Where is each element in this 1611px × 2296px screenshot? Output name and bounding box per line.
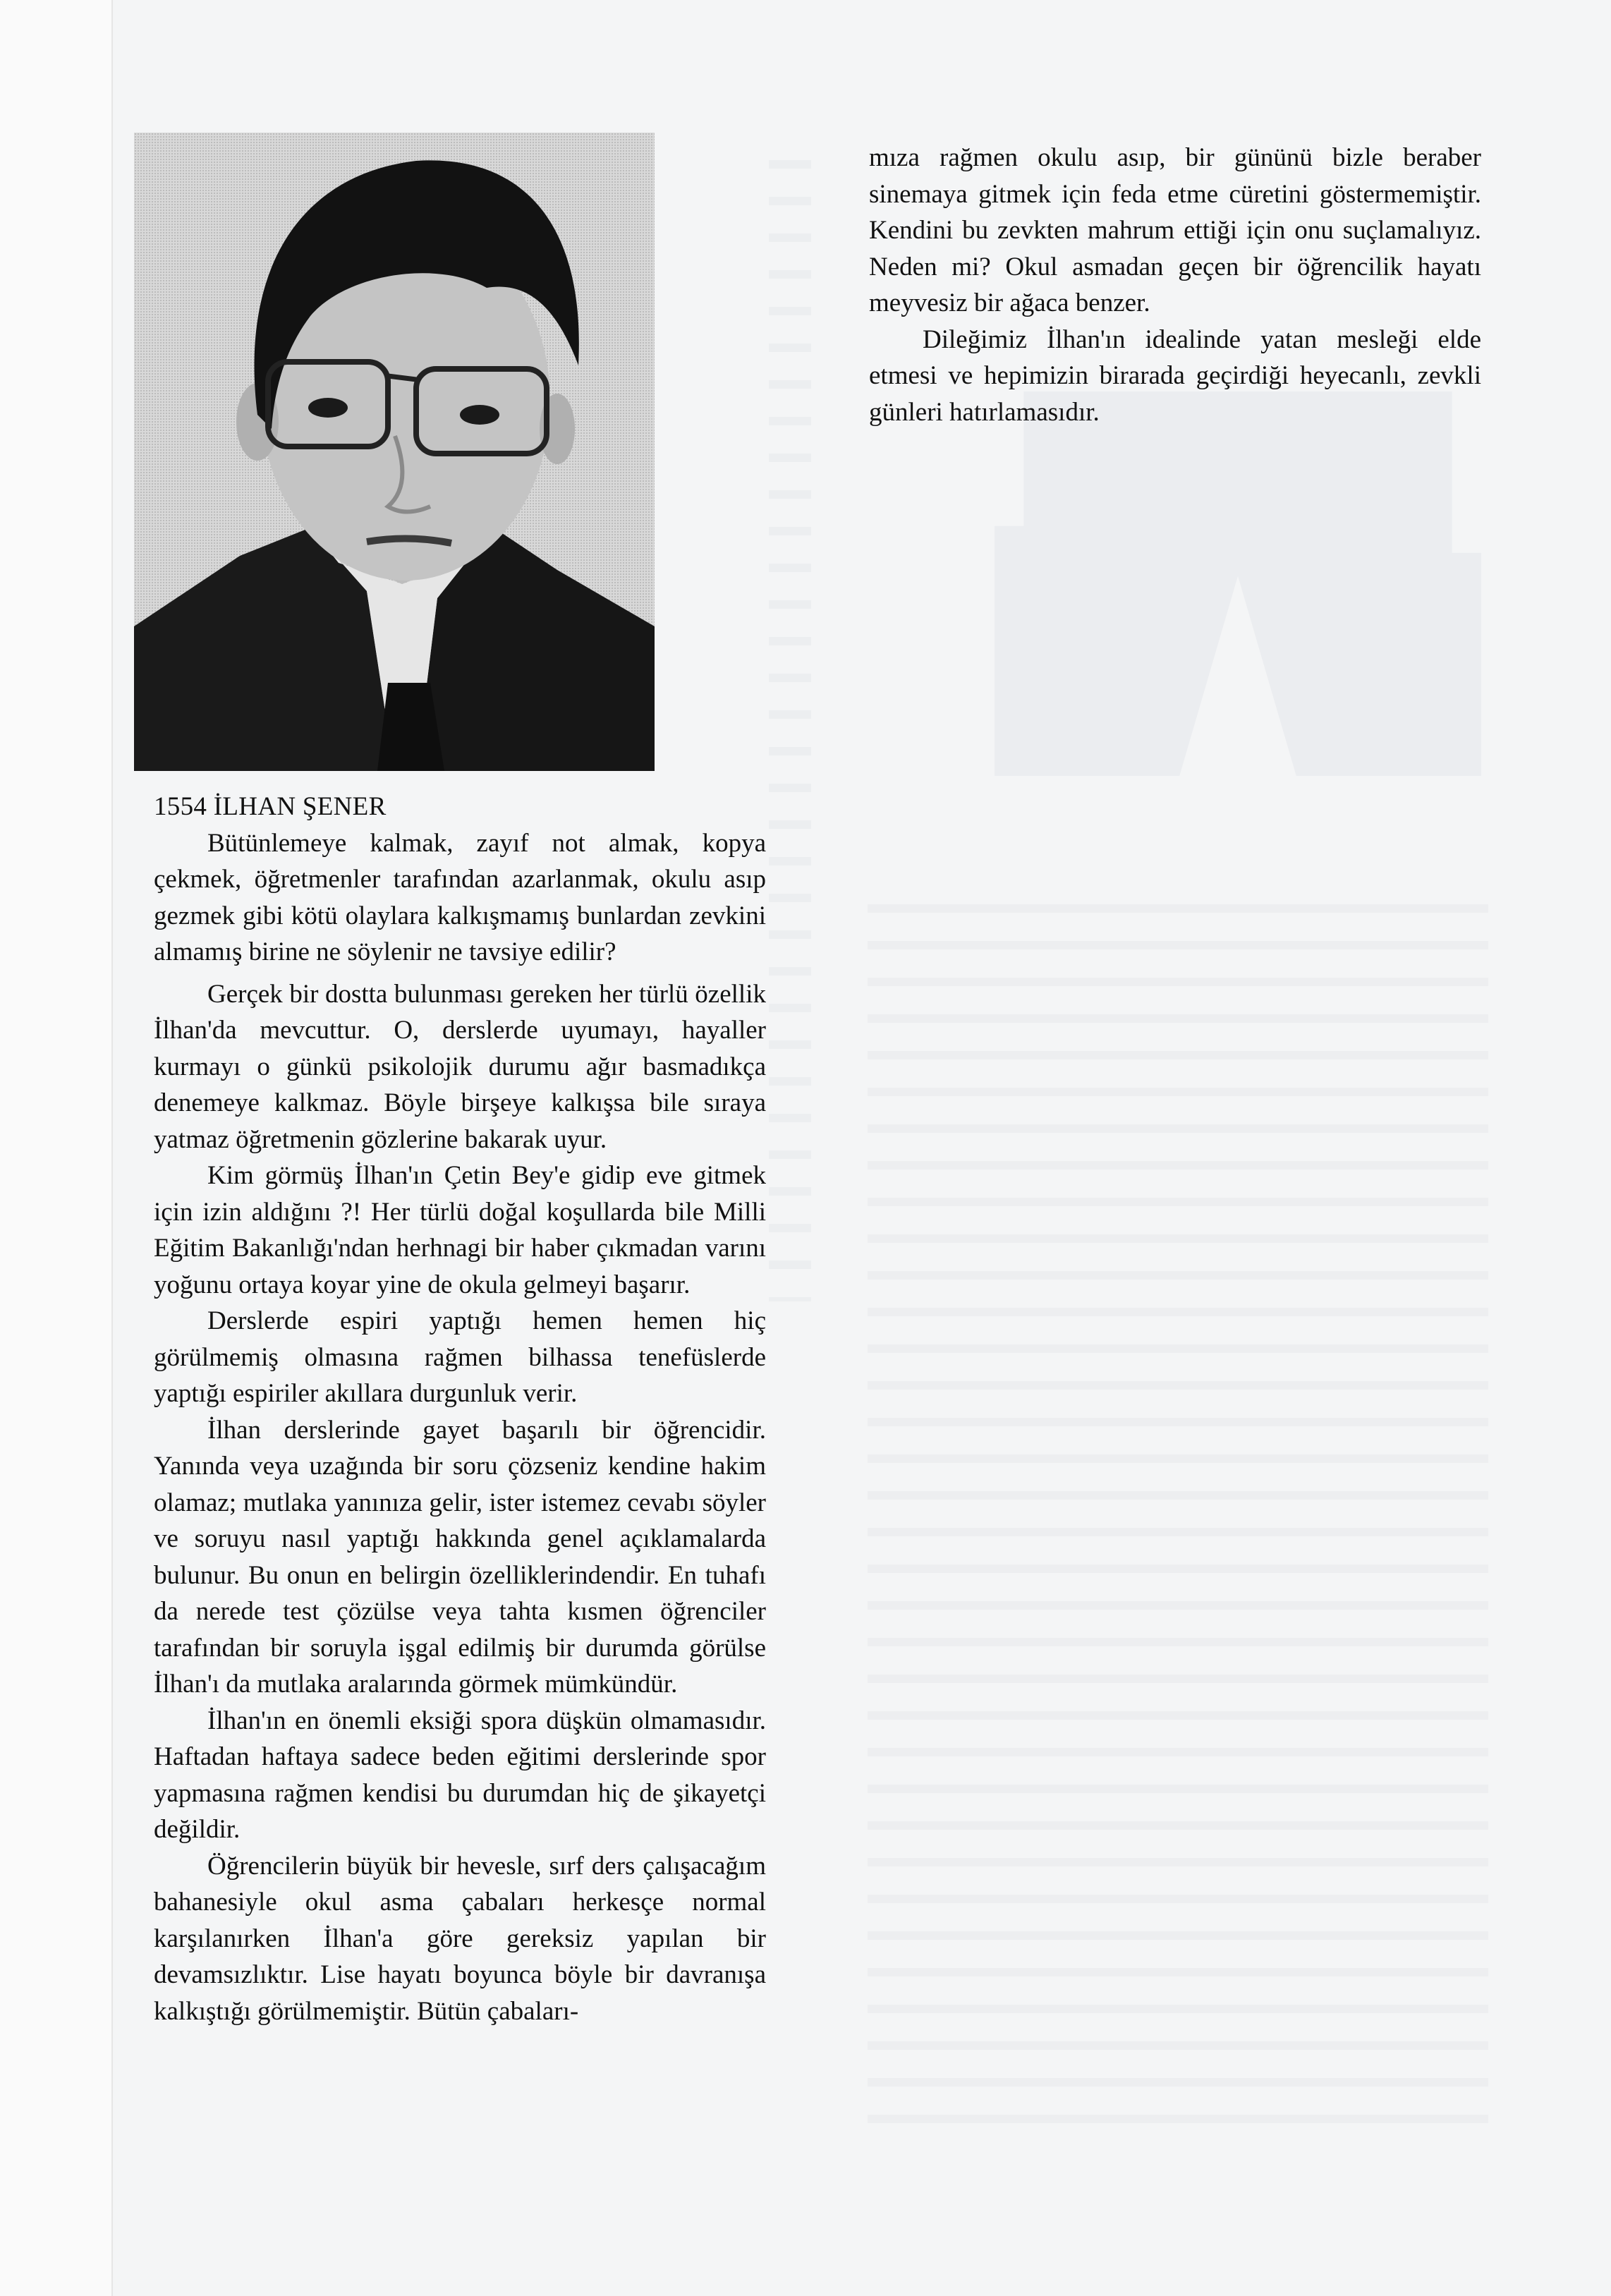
photo-caption: 1554 İLHAN ŞENER bbox=[154, 792, 387, 821]
left-column bbox=[154, 789, 766, 2029]
paragraph: Gerçek bir dostta bulunması gereken her türlü özellik İlhan'da mevcuttur. O, derslerde uyumayı, hayaller kurmayı o günkü psikolojik durumu ağır basmadıkça denemeye kalkmaz. Böyle birşeye kalkışsa bile sıraya yatmaz öğretmenin gözlerine bakarak uyur. bbox=[154, 979, 766, 1154]
paragraph: Kim görmüş İlhan'ın Çetin Bey'e gidip eve gitmek için izin aldığını ?! Her türlü doğal koşullarda bile Milli Eğitim Bakanlığı'ndan herhnagi bir haber çıkmadan varını yoğunu ortaya koyar yine de okula gelmeyi başarır. bbox=[154, 1161, 766, 1299]
show-through-text-right bbox=[868, 889, 1488, 2137]
paragraph: İlhan derslerinde gayet başarılı bir öğrencidir. Yanında veya uzağında bir soru çözseniz kendine hakim olamaz; mutlaka yanınıza gelir, ister istemez cevabı söyler ve soruyu nasıl yaptığı hakkında genel açıklamalarda bulunur. Bu onun en belirgin özelliklerindendir. En tuhafı da nerede test çözülse veya tahta kısmen öğrenciler tarafından bir soruyla işgal edilmiş bir durumda görülse İlhan'ı da mutlaka aralarında görmek mümkündür. bbox=[154, 1415, 766, 1699]
right-column bbox=[869, 140, 1481, 430]
paragraph: Öğrencilerin büyük bir hevesle, sırf ders çalışacağım bahanesiyle okul asma çabaları herkesçe normal karşılanırken İlhan'a göre gereksiz yapılan bir devamsızlıktır. Lise hayatı boyunca böyle bir davranışa kalkıştığı görülmemiştir. Bütün çabaları- bbox=[154, 1851, 766, 2026]
show-through-photo bbox=[995, 391, 1481, 776]
portrait-photo bbox=[134, 133, 655, 771]
page-binding-edge bbox=[0, 0, 113, 2296]
paragraph: Derslerde espiri yaptığı hemen hemen hiç görülmemiş olmasına rağmen bilhassa tenefüslerde yaptığı espiriler akıllara durgunluk verir. bbox=[154, 1306, 766, 1408]
paragraph-continued: mıza rağmen okulu asıp, bir gününü bizle beraber sinemaya gitmek için feda etme cüretini göstermemiştir. Kendini bu zevkten mahrum ettiği için onu suçlamalıyız. Neden mi? Okul asmadan geçen bir öğrencilik hayatı meyvesiz bir ağaca benzer. bbox=[869, 143, 1481, 317]
paragraph: Dileğimiz İlhan'ın idealinde yatan mesleği elde etmesi ve hepimizin birarada geçirdiği heyecanlı, zevkli günleri hatırlamasıdır. bbox=[869, 324, 1481, 427]
paragraph: Bütünlemeye kalmak, zayıf not almak, kopya çekmek, öğretmenler tarafından azarlanmak, okulu asıp gezmek gibi kötü olaylara kalkışmamış bunlardan zevkini almamış birine ne söylenir ne tavsiye edilir? bbox=[154, 828, 766, 966]
portrait-illustration bbox=[134, 133, 655, 771]
show-through-text-left bbox=[769, 145, 811, 1301]
paragraph: İlhan'ın en önemli eksiği spora düşkün olmamasıdır. Haftadan haftaya sadece beden eğitimi derslerinde spor yapmasına rağmen kendisi bu durumdan hiç de şikayetçi değildir. bbox=[154, 1706, 766, 1844]
